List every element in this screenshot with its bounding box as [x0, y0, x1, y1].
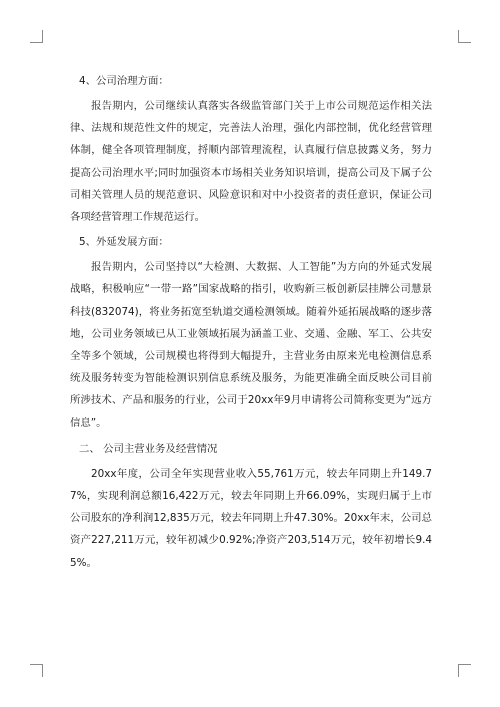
- paragraph-governance: 报告期内，公司继续认真落实各级监管部门关于上市公司规范运作相关法律、法规和规范性文件的规定，完善法人治理，强化内部控制，优化经营管理体制，健全各项管理制度，捋顺内部管理流程，认真履行信息披露义务，努力提高公司治理水平;同时加强资本市场相关业务知识培训，提高公司及下属子公司相关管理人员的规范意识、风险意识和对中小投资者的责任意识，保证公司各项经营管理工作规范运行。: [70, 100, 432, 224]
- document-body: [70, 70, 432, 577]
- crop-mark-top-right: [458, 30, 471, 43]
- paragraph-expansion: 报告期内，公司坚持以“大检测、大数据、人工智能”为方向的外延式发展战略，积极响应“一带一路”国家战略的指引，收购新三板创新层挂牌公司慧景科技(832074)，将业务拓宽至轨道交通检测领域。随着外延拓展战略的逐步落地，公司业务领域已从工业领域拓展为涵盖工业、交通、金融、军工、公共安全等多个领域，公司规模也将得到大幅提升，主营业务由原来光电检测信息系统及服务转变为智能检测识别信息系统及服务，为能更准确全面反映公司目前所涉技术、产品和服务的行业，公司于20xx年9月申请将公司简称变更为“远方信息”。: [70, 261, 432, 429]
- crop-mark-bottom-left: [30, 664, 43, 677]
- crop-mark-top-left: [30, 30, 43, 43]
- crop-mark-bottom-right: [458, 664, 471, 677]
- paragraph-business: 20xx年度，公司全年实现营业收入55,761万元，较去年同期上升149.77%，实现利润总额16,422万元，较去年同期上升66.09%，实现归属于上市公司股东的净利润12,835万元，较去年同期上升47.30%。20xx年末，公司总资产227,211万元，较年初减少0.92%;净资产203,514万元，较年初增长9.45%。: [70, 467, 432, 569]
- section-heading-governance: 4、公司治理方面：: [79, 75, 169, 87]
- section-heading-business: 二、 公司主营业务及经营情况: [79, 442, 218, 455]
- section-heading-expansion: 5、外延发展方面：: [79, 236, 169, 249]
